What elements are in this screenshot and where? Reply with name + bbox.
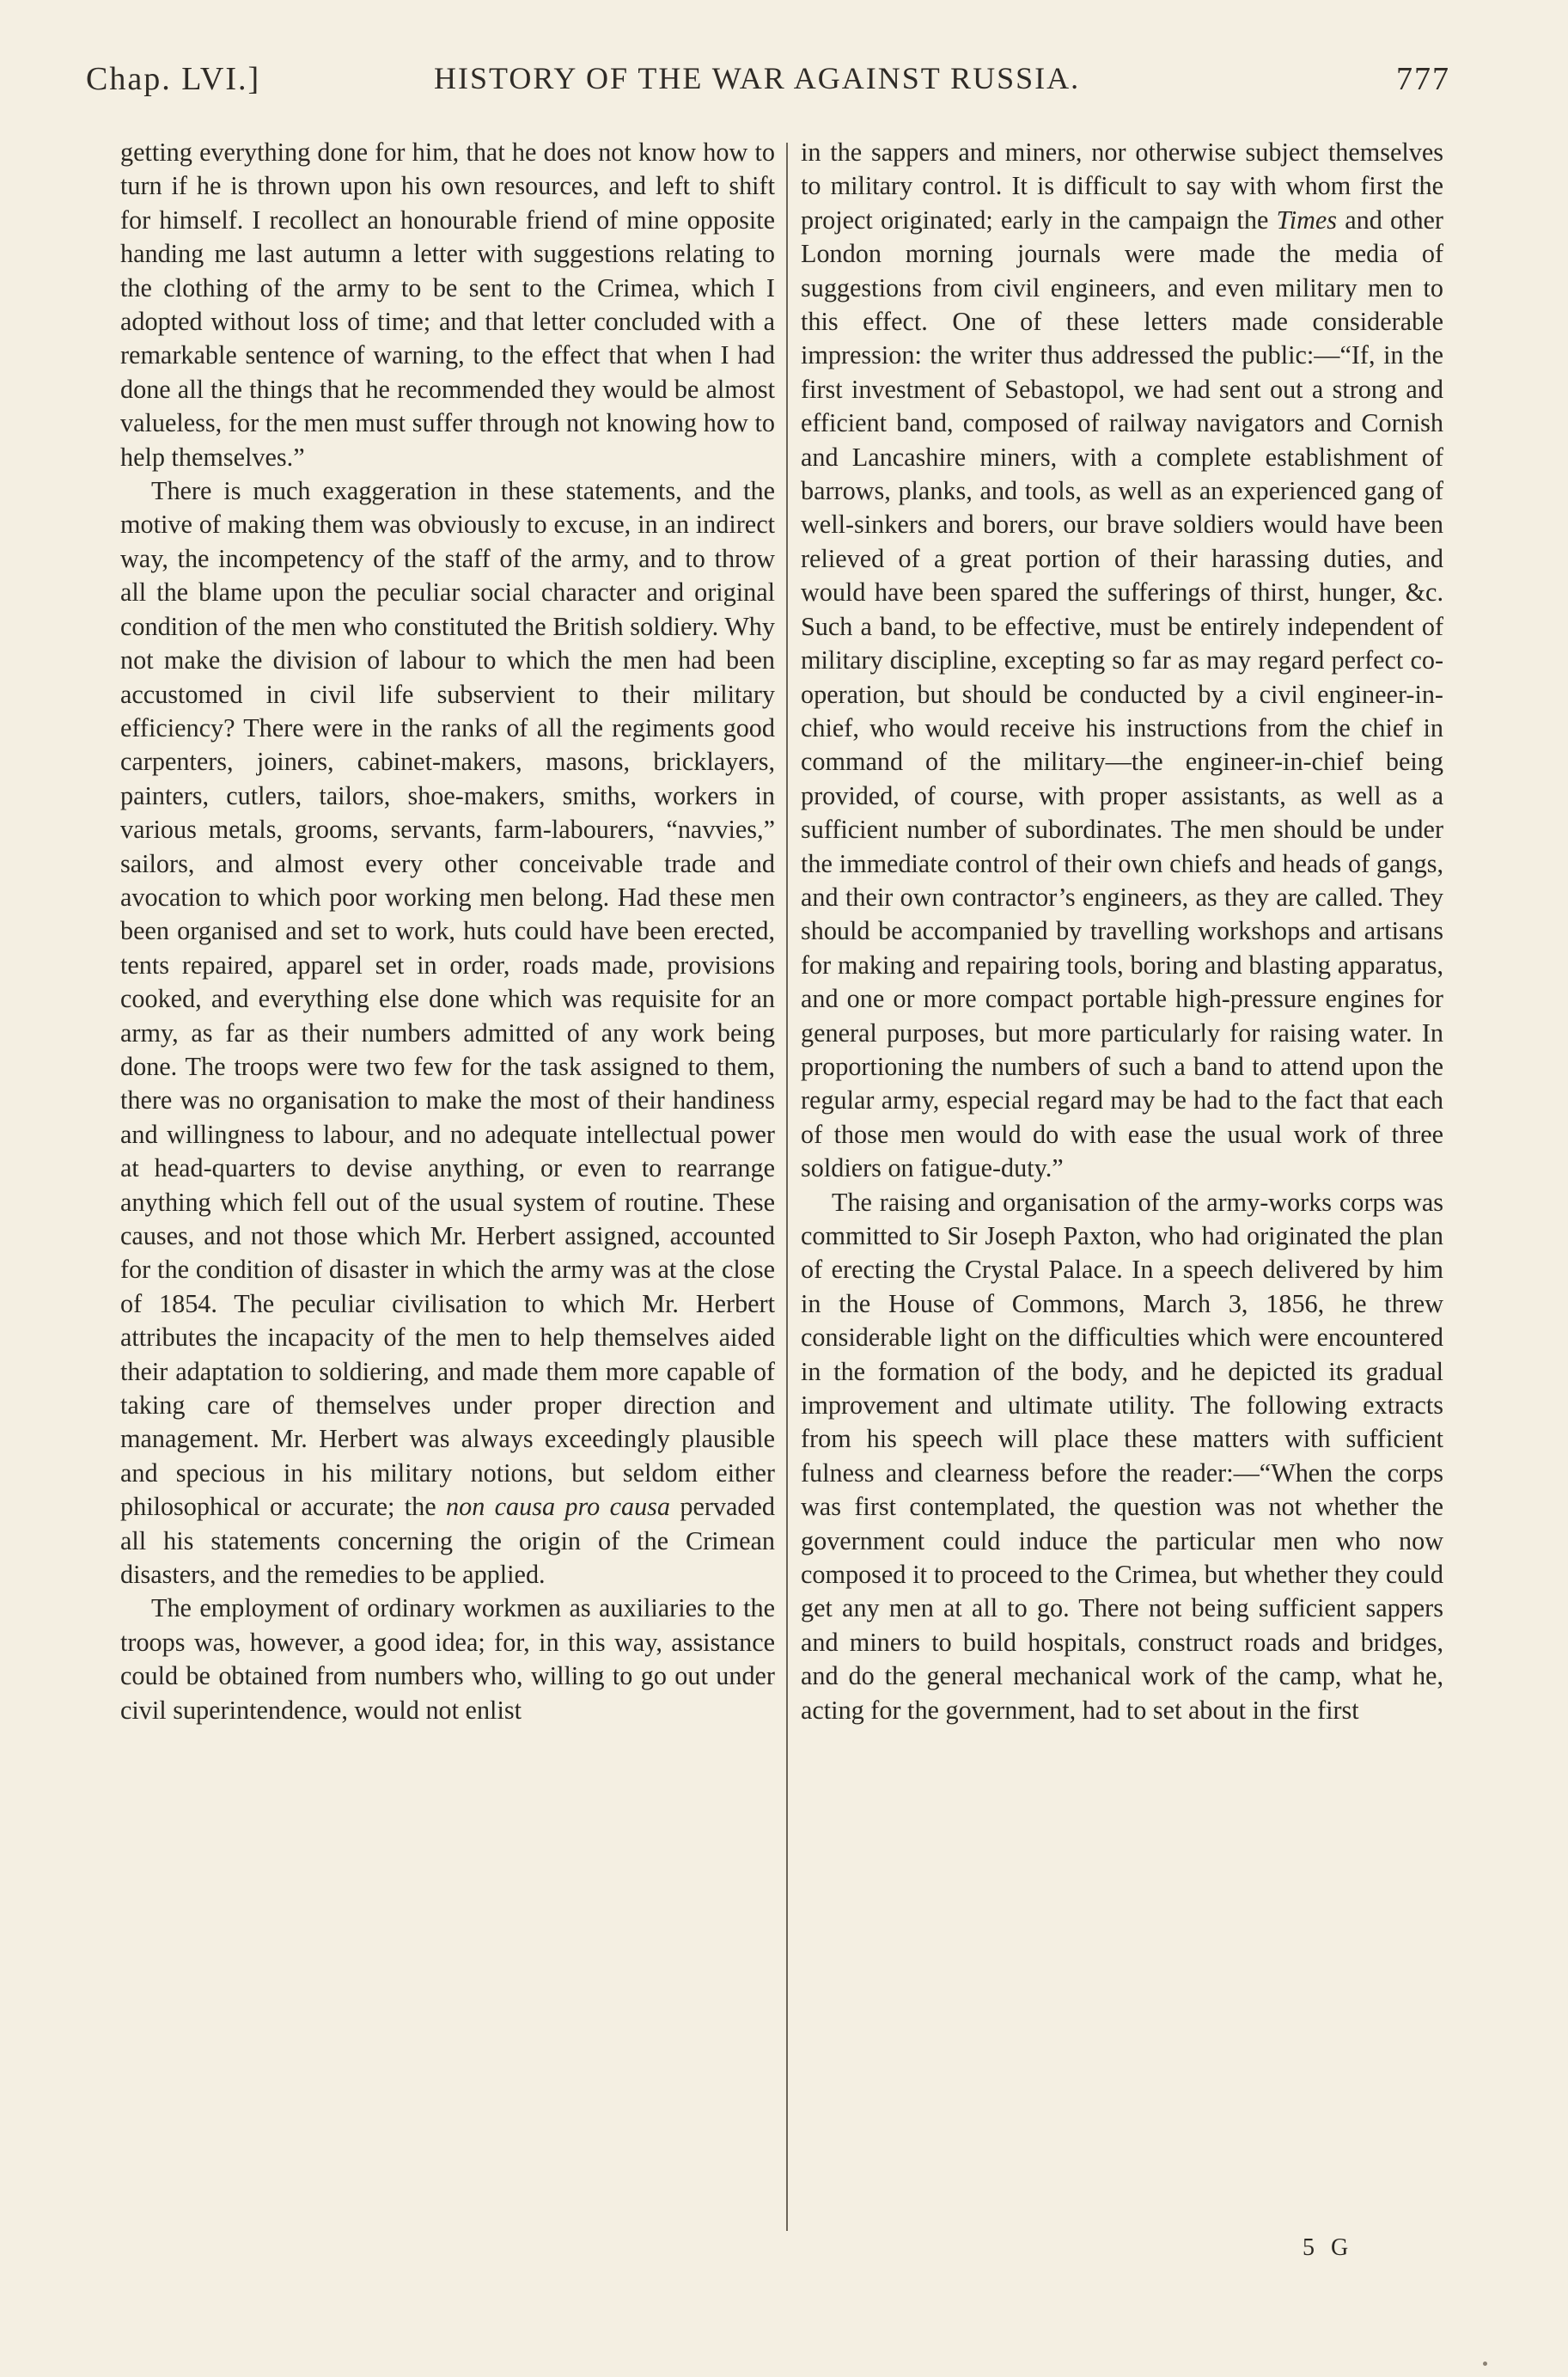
left-paragraph-2-end: pervaded all his statements concerning the origin of the Crimean disasters, and the remedies to be applied. <box>120 1492 775 1590</box>
chapter-label: Chap. LVI.] <box>86 61 261 97</box>
left-paragraph-2-text: There is much exaggeration in these statements, and the motive of making them was obviously to excuse, in an indirect way, the incompetency of the staff of the army, and to throw all the blame upon the peculiar social character and original condition of the men who constituted the British soldiery. Why not make the division of labour to which the men had been accustomed in civil life subservient to their military efficiency? There were in the ranks of all the regiments good carpenters, joiners, cabinet-makers, masons, bricklayers, painters, cutlers, tailors, shoe-makers, smiths, workers in various metals, grooms, servants, farm-labourers, “navvies,” sailors, and almost every other conceivable trade and avocation to which poor working men belong. Had these men been organised and set to work, huts could have been erected, tents repaired, apparel set in order, roads made, provisions cooked, and everything else done which was requisite for an army, as far as their numbers admitted of any work being done. The troops were two few for the task assigned to them, there was no organisation to make the most of their handiness and willingness to labour, and no adequate intellectual power at head-quarters to devise anything, or even to rearrange anything which fell out of the usual system of routine. These causes, and not those which Mr. Herbert assigned, accounted for the condition of disaster in which the army was at the close of 1854. The peculiar civilisation to which Mr. Herbert attributes the incapacity of the men to help themselves aided their adaptation to soldiering, and made them more capable of taking care of themselves under proper direction and management. Mr. Herbert was always exceedingly plausible and specious in his military notions, but seldom either philosophical or accurate; the <box>120 476 775 1522</box>
right-paragraph-2: The raising and organisation of the army-works corps was committed to Sir Joseph Paxton, who had originated the plan of erecting the Crystal Palace. In a speech delivered by him in the House of Commons, March 3, 1856, he threw considerable light on the difficulties which were encountered in the formation of the body, and he depicted its gradual improvement and ultimate utility. The following extracts from his speech will place these matters with sufficient fulness and clearness before the reader:—“When the corps was first contemplated, the question was not whether the government could induce the particular men who now composed it to proceed to the Crimea, but whether they could get any men at all to go. There not being sufficient sappers and miners to build hospitals, construct roads and bridges, and do the general mechanical work of the camp, what he, acting for the government, had to set about in the first <box>801 1187 1443 1725</box>
right-paragraph-1-end: and other London morning journals were made the media of suggestions from civil engineers, and even military men to this effect. One of these letters made considerable impression: the writer thus addressed the public:—“If, in the first investment of Sebastopol, we had sent out a strong and efficient band, composed of railway navigators and Cornish and Lancashire miners, with a complete establishment of barrows, planks, and tools, as well as an experienced gang of well-sinkers and borers, our brave soldiers would have been relieved of a great portion of their harassing duties, and would have been spared the sufferings of thirst, hunger, &c. Such a band, to be effective, must be entirely independent of military discipline, excepting so far as may regard perfect cooperation, but should be conducted by a civil engineer-in-chief, who would receive his instructions from the chief in command of the military—the engineer-in-chief being provided, of course, with proper assistants, as well as a sufficient number of subordinates. The men should be under the immediate control of their own chiefs and heads of gangs, and their own contractor’s engineers, as they are called. They should be accompanied by travelling workshops and artisans for making and repairing tools, boring and blasting apparatus, and one or more compact portable high-pressure engines for general purposes, but more particularly for raising water. In proportioning the numbers of such a band to attend upon the regular army, especial regard may be had to the fact that each of those men would do with ease the usual work of three soldiers on fatigue-duty.” <box>801 205 1443 1183</box>
newspaper-name: Times <box>1276 205 1338 235</box>
left-paragraph-2 <box>120 474 775 1592</box>
left-column <box>120 136 775 2224</box>
column-divider <box>786 143 788 2231</box>
book-title: HISTORY OF THE WAR AGAINST RUSSIA. <box>434 61 1081 95</box>
left-paragraph-1: getting everything done for him, that he does not know how to turn if he is thrown upon his own resources, and left to shift for himself. I recollect an honourable friend of mine opposite handing me last autumn a letter with suggestions relating to the clothing of the army to be sent to the Crimea, which I adopted without loss of time; and that letter concluded with a remarkable sentence of warning, to the effect that when I had done all the things that he recommended they would be almost valueless, for the men must suffer through not knowing how to help themselves.” <box>120 137 775 472</box>
right-paragraph-1-text: in the sappers and miners, nor otherwise subject themselves to military control. It is difficult to say with whom first the project originated; early in the campaign the <box>801 137 1443 235</box>
right-column <box>801 136 1443 2224</box>
page-number: 777 <box>1396 61 1450 97</box>
latin-phrase: non causa pro causa <box>446 1492 671 1522</box>
printer-signature-mark: 5 G <box>1303 2234 1354 2261</box>
running-header <box>86 60 1450 112</box>
left-paragraph-3: The employment of ordinary workmen as auxiliaries to the troops was, however, a good idea; for, in this way, assistance could be obtained from numbers who, willing to go out under civil superintendence, would not enlist <box>120 1593 775 1725</box>
paper-speck <box>1483 2362 1487 2366</box>
right-paragraph-1 <box>801 136 1443 1186</box>
